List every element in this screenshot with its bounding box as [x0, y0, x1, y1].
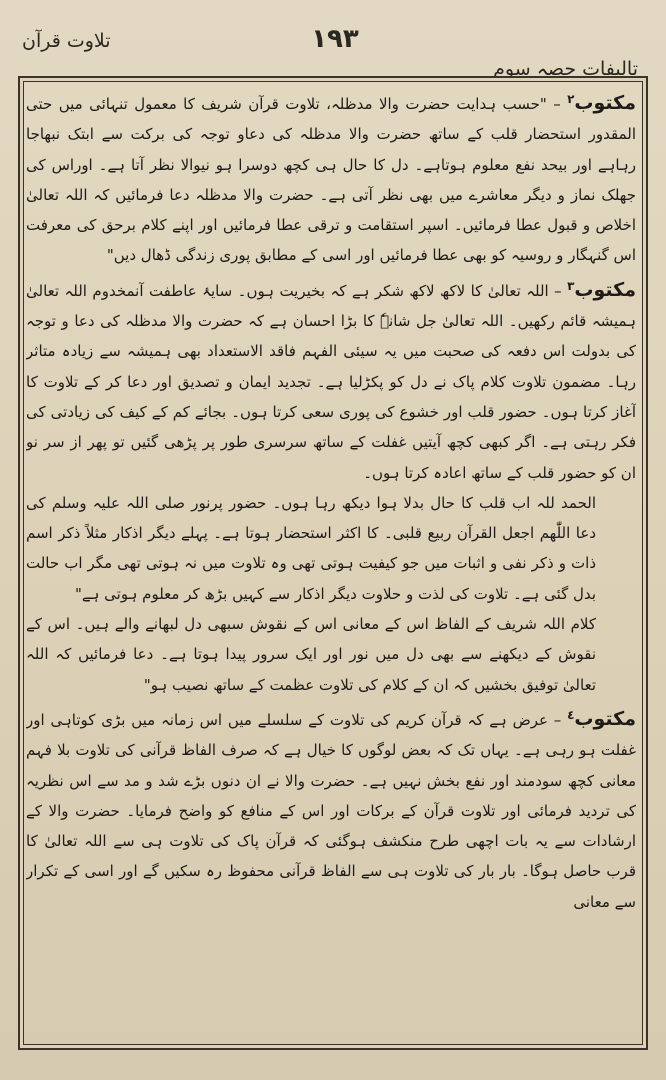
letter-3: مکتوب$^٣$ – اللہ تعالیٰ کا لاکھ لاکھ شکر ہے کہ بخیریت ہوں۔ سایۂ عاطفت آنمخدوم اللہ تعالیٰ ہمیشہ قائم رکھیں۔ اللہ تعالیٰ جل شانہٗ کا بڑا احسان ہے کہ حضرت والا مدظلہ کی دعا و توجہ کی بدولت اس دفعہ کی صحبت میں یہ سیئی الفہم فاقد الاستعداد بھی ہمیشہ سے زیادہ متاثر رہا۔ مضمون تلاوت کلام پاک نے دل کو پکڑلیا ہے۔ تجدید ایمان و تصدیق اور دعا کر کے تلاوت کا آغاز کرتا ہوں۔ حضور قلب اور خشوع کی پوری سعی کرتا ہوں۔ بجائے کم کے کیف کی زیادتی کی فکر رہتی ہے۔ اگر کبھی کچھ آیتیں غفلت کے ساتھ سرسری طور پر پڑھی گئیں تو پھر از سر نو ان کو حضور قلب کے ساتھ اعادہ کرتا ہوں۔ [26, 278, 636, 482]
letter-heading: مکتوب [574, 707, 636, 730]
letter-paragraph: اللہ تعالیٰ کا لاکھ لاکھ شکر ہے کہ بخیریت ہوں۔ سایۂ عاطفت آنمخدوم اللہ تعالیٰ ہمیشہ قائم رکھیں۔ اللہ تعالیٰ جل شانہٗ کا بڑا احسان ہے کہ حضرت والا مدظلہ کی دعا و توجہ کی بدولت اس دفعہ کی صحبت میں یہ سیئی الفہم فاقد الاستعداد بھی ہمیشہ سے زیادہ متاثر رہا۔ مضمون تلاوت کلام پاک نے دل کو پکڑلیا ہے۔ تجدید ایمان و تصدیق اور دعا کر کے تلاوت کا آغاز کرتا ہوں۔ حضور قلب اور خشوع کی پوری سعی کرتا ہوں۔ بجائے کم کے کیف کی زیادتی کی فکر رہتی ہے۔ اگر کبھی کچھ آیتیں غفلت کے ساتھ سرسری طور پر پڑھی گئیں تو پھر از سر نو ان کو حضور قلب کے ساتھ اعادہ کرتا ہوں۔ [26, 281, 636, 482]
letter-heading: مکتوب [574, 92, 636, 114]
page-number: ١٩٣ [311, 24, 359, 54]
letter-2: مکتوب$^٢$ – "حسب ہدایت حضرت والا مدظلہ، تلاوت قرآن شریف کا معمول تنہائی میں حتی المقدور استحضار قلب کے ساتھ حضرت والا مدظلہ کی دعاو توجہ کی برکت سے ابتک نبھاجا رہاہے اور بیحد نفع معلوم ہوتاہے۔ دل کا حال ہی کچھ دوسرا ہو نیوالا نظر آتا ہے۔ اوراس کی جھلک نماز و دیگر معاشرے میں بھی نظر آتی ہے۔ حضرت والا مدظلہ دعا فرمائیں کہ اللہ تعالیٰ اخلاص و قبول عطا فرمائیں۔ اسپر استقامت و ترقی عطا فرمائیں اور اپنے کلام برحق کی معرفت اس گنہگار و روسیہ کو بھی عطا فرمائیں اور اسی کے مطابق پوری زندگی ڈھال دیں" [26, 92, 636, 265]
page-body [26, 84, 636, 1039]
letter-heading: مکتوب [574, 278, 636, 301]
letter-number: ٣ [567, 278, 575, 293]
running-header-book-title: تالیفات حصہ سوم [493, 58, 638, 80]
letter-4: مکتوب$^٤$ – عرض ہے کہ قرآن کریم کی تلاوت کے سلسلے میں اس زمانہ میں بڑی کوتاہی اور غفلت ہو رہی ہے۔ یہاں تک کہ بعض لوگوں کا خیال ہے کہ صرف الفاظ قرآنی کی تلاوت بلا فہم معانی کچھ سودمند اور نفع بخش نہیں ہے۔ حضرت والا نے ان دنوں بڑے شد و مد سے اس نظریہ کی تردید فرمائی اور تلاوت قرآن کے برکات اور اس کے منافع کو واضح فرمایا۔ حضرت والا کے ارشادات سے یہ بات اچھی طرح منکشف ہوگئی کہ قرآن پاک کی تلاوت ہی سے اللہ تعالیٰ کا قرب حاصل ہوگا۔ بار بار کی تلاوت ہی سے الفاظ قرآنی محفوظ رہ سکیں گے اور اسی کے تکرار سے معانی [26, 707, 636, 911]
letter-number: ٢ [567, 92, 575, 106]
running-header-section-title: تلاوت قرآن [22, 30, 111, 52]
letter-paragraph: "حسب ہدایت حضرت والا مدظلہ، تلاوت قرآن شریف کا معمول تنہائی میں حتی المقدور استحضار قلب کے ساتھ حضرت والا مدظلہ کی دعاو توجہ کی برکت سے ابتک نبھاجا رہاہے اور بیحد نفع معلوم ہوتاہے۔ دل کا حال ہی کچھ دوسرا ہو نیوالا نظر آتا ہے۔ اوراس کی جھلک نماز و دیگر معاشرے میں بھی نظر آتی ہے۔ حضرت والا مدظلہ دعا فرمائیں کہ اللہ تعالیٰ اخلاص و قبول عطا فرمائیں۔ اسپر استقامت و ترقی عطا فرمائیں اور اپنے کلام برحق کی معرفت اس گنہگار و روسیہ کو بھی عطا فرمائیں اور اسی کے مطابق پوری زندگی ڈھال دیں" [26, 95, 636, 265]
letter-number: ٤ [567, 707, 575, 722]
letter-paragraph: کلام اللہ شریف کے الفاظ اس کے معانی اس کے نقوش سبھی دل لبھانے والے ہیں۔ اس کے نقوش کے دیکھنے سے بھی دل میں نور اور ایک سرور پیدا ہوتا ہے۔ دعا فرمائیں کہ اللہ تعالیٰ توفیق بخشیں کہ ان کے کلام کی تلاوت عظمت کے ساتھ نصیب ہو" [26, 615, 596, 694]
letter-paragraph: الحمد للہ اب قلب کا حال بدلا ہوا دیکھ رہا ہوں۔ حضور پرنور صلی اللہ علیہ وسلم کی دعا اللّٰھم اجعل القرآن ربیع قلبی۔ کا اکثر استحضار ہوتا ہے۔ پہلے دیگر اذکار مثلاً ذکر اسم ذات و ذکر نفی و اثبات میں جو کیفیت ہوتی تھی وہ تلاوت میں نہ ہوتی تھی مگر اب حالت بدل گئی ہے۔ تلاوت کی لذت و حلاوت دیگر اذکار سے کہیں بڑھ کر معلوم ہوتی ہے" [26, 493, 596, 603]
letter-paragraph: عرض ہے کہ قرآن کریم کی تلاوت کے سلسلے میں اس زمانہ میں بڑی کوتاہی اور غفلت ہو رہی ہے۔ یہاں تک کہ بعض لوگوں کا خیال ہے کہ صرف الفاظ قرآنی کی تلاوت بلا فہم معانی کچھ سودمند اور نفع بخش نہیں ہے۔ حضرت والا نے ان دنوں بڑے شد و مد سے اس نظریہ کی تردید فرمائی اور تلاوت قرآن کے برکات اور اس کے منافع کو واضح فرمایا۔ حضرت والا کے ارشادات سے یہ بات اچھی طرح منکشف ہوگئی کہ قرآن پاک کی تلاوت ہی سے اللہ تعالیٰ کا قرب حاصل ہوگا۔ بار بار کی تلاوت ہی سے الفاظ قرآنی محفوظ رہ سکیں گے اور اسی کے تکرار سے معانی [26, 710, 636, 911]
